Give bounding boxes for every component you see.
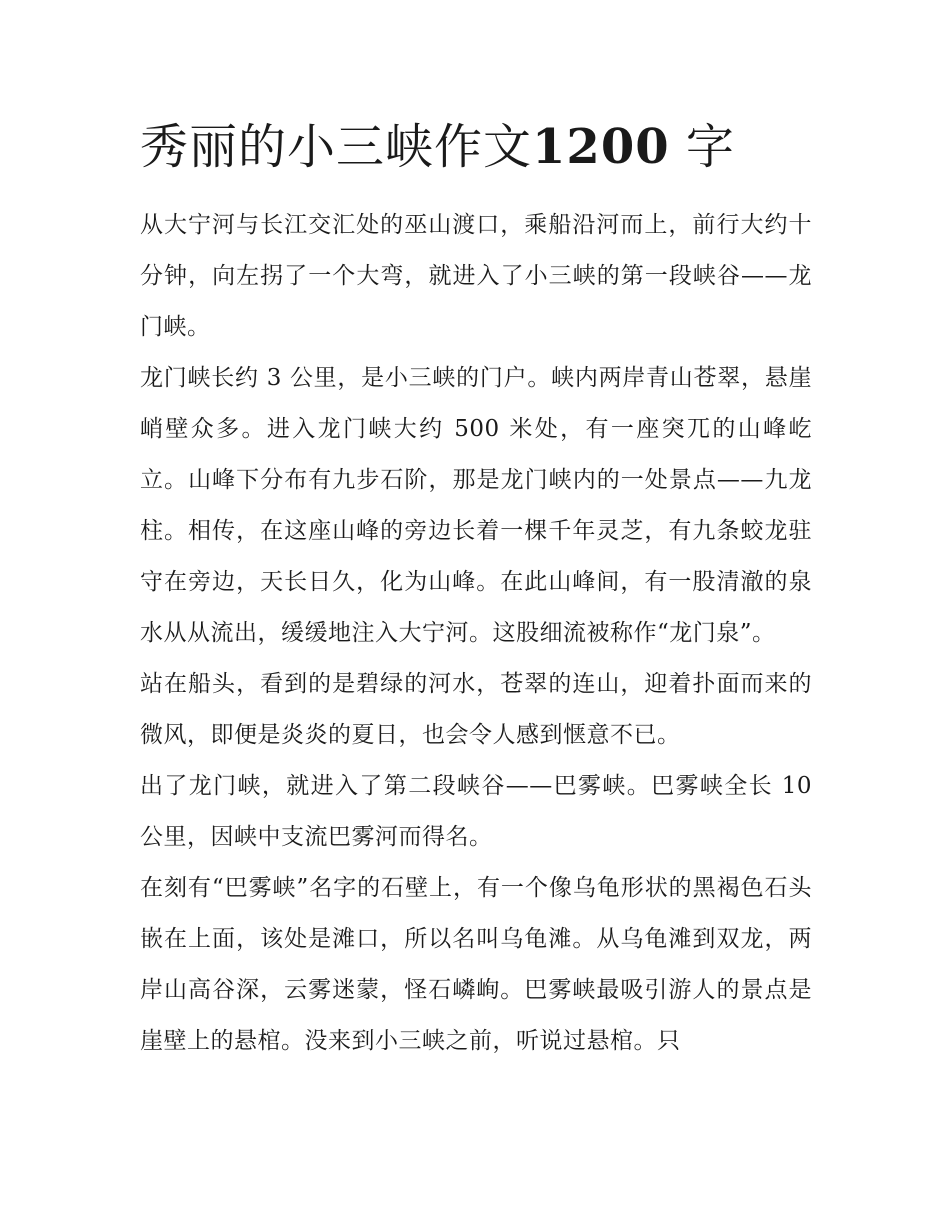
title-suffix: 字: [669, 119, 735, 175]
paragraph-1: 从大宁河与长江交汇处的巫山渡口，乘船沿河而上，前行大约十分钟，向左拐了一个大弯，就进入了小三峡的第一段峡谷——龙门峡。: [140, 212, 812, 340]
paragraph-5: 在刻有“巴雾峡”名字的石壁上，有一个像乌龟形状的黑褐色石头嵌在上面，该处是滩口，所以名叫乌龟滩。从乌龟滩到双龙，两岸山高谷深，云雾迷蒙，怪石嶙峋。巴雾峡最吸引游人的景点是崖壁上的悬棺。没来到小三峡之前，听说过悬棺。只: [140, 875, 812, 1054]
paragraph-2: 龙门峡长约 3 公里，是小三峡的门户。峡内两岸青山苍翠，悬崖峭壁众多。进入龙门峡大约 500 米处，有一座突兀的山峰屹立。山峰下分布有九步石阶，那是龙门峡内的一处景点——九龙柱。相传，在这座山峰的旁边长着一棵千年灵芝，有九条蛟龙驻守在旁边，天长日久，化为山峰。在此山峰间，有一股清澈的泉水从从流出，缓缓地注入大宁河。这股细流被称作“龙门泉”。: [140, 365, 812, 646]
document-page: [140, 112, 812, 1067]
title-text: 秀丽的小三峡作文: [140, 119, 533, 175]
title-number: 1200: [532, 119, 670, 175]
document-title: [140, 112, 812, 182]
paragraph-3: 站在船头，看到的是碧绿的河水，苍翠的连山，迎着扑面而来的微风，即便是炎炎的夏日，也会令人感到惬意不已。: [140, 671, 812, 748]
paragraph-4: 出了龙门峡，就进入了第二段峡谷——巴雾峡。巴雾峡全长 10 公里，因峡中支流巴雾河而得名。: [140, 773, 812, 850]
